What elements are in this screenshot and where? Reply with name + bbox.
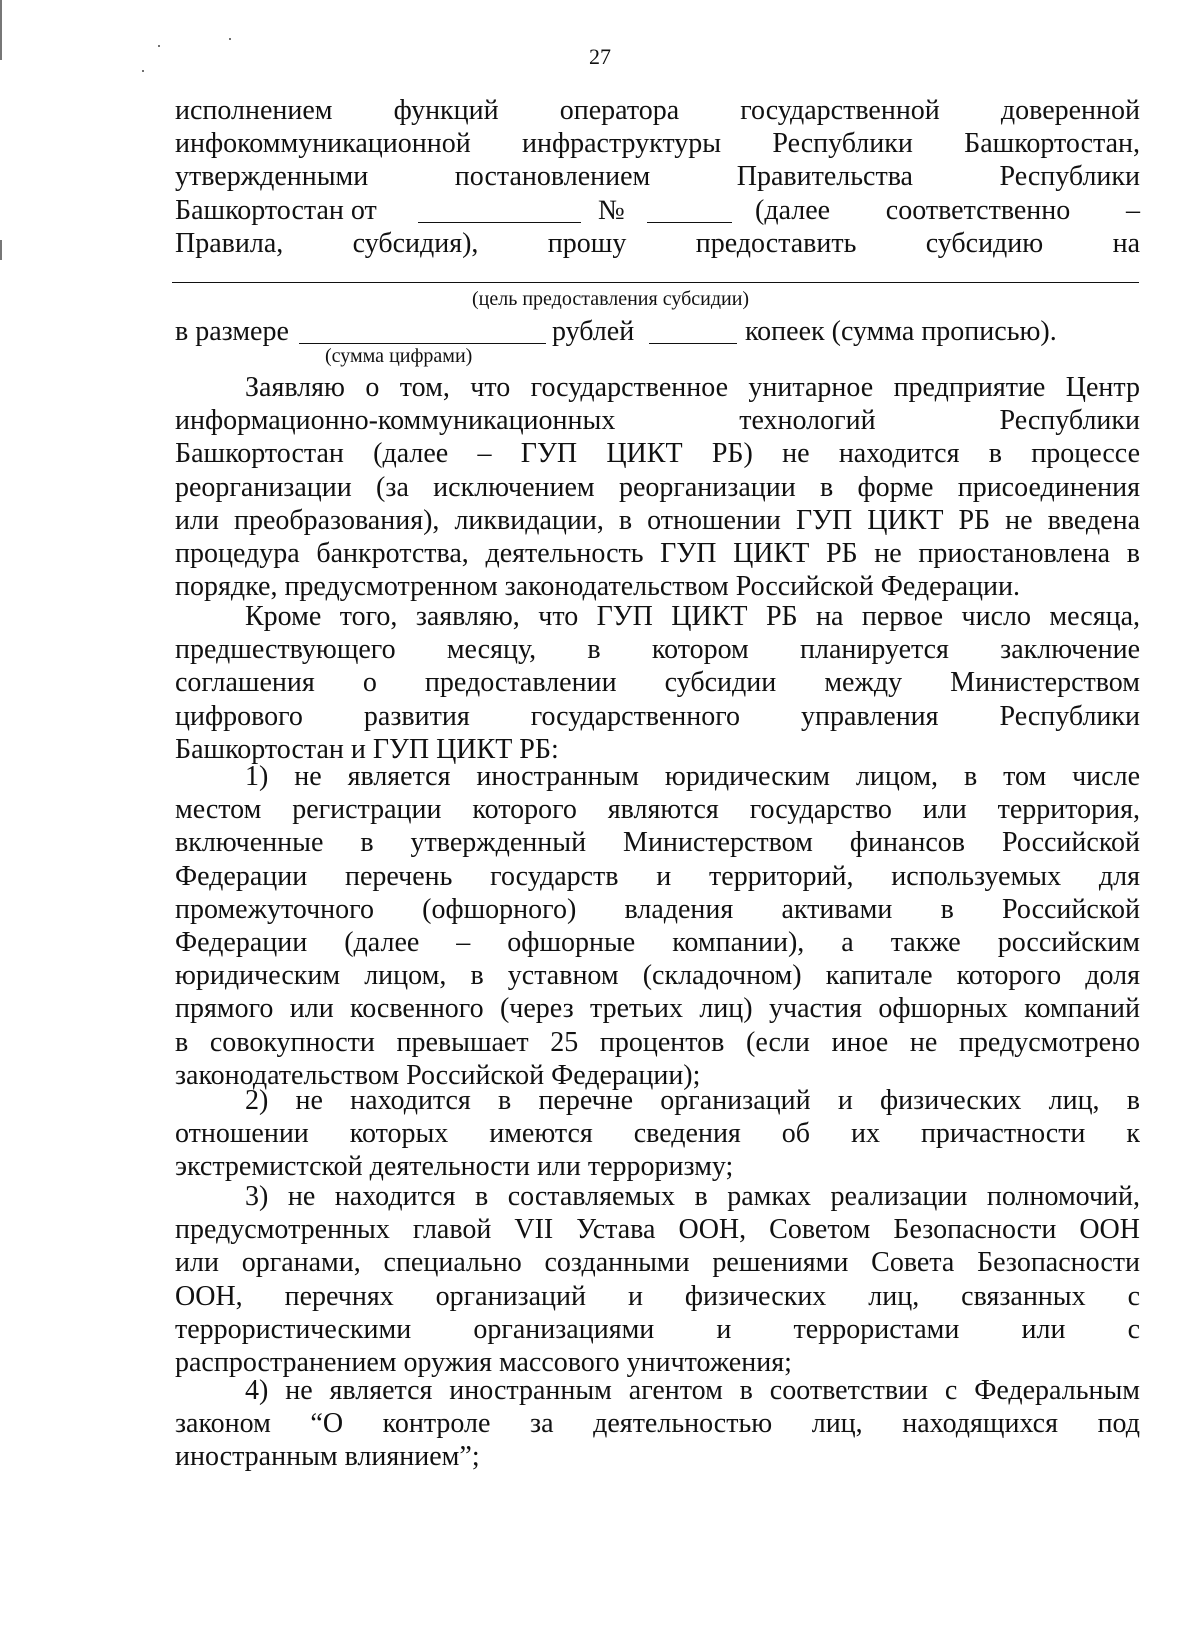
- page-number: 27: [589, 44, 611, 69]
- text-line: предшествующего месяцу, в котором планируется заключение: [175, 634, 1140, 666]
- text-line: или преобразования), ликвидации, в отношении ГУП ЦИКТ РБ не введена: [175, 504, 1140, 536]
- caption-goal: (цель предоставления субсидии): [472, 288, 750, 310]
- number-sign: №: [598, 195, 625, 226]
- text-line: 1) не является иностранным юридическим лицом, в том числе: [245, 761, 1140, 792]
- text-line: включенные в утвержденный Министерством финансов Российской: [175, 827, 1140, 859]
- number-blank[interactable]: [647, 200, 732, 223]
- text-line: реорганизации (за исключением реорганизации в форме присоединения: [175, 471, 1140, 503]
- text-line: законодательством Российской Федерации);: [175, 1059, 701, 1091]
- paragraph-intro-end: [175, 227, 1140, 260]
- scan-speck: [229, 38, 231, 40]
- text-fragment: в размере: [175, 316, 289, 347]
- caption-sum: (сумма цифрами): [325, 345, 473, 367]
- text-line: предусмотренных главой VII Устава ООН, Советом Безопасности ООН: [175, 1214, 1140, 1246]
- list-item-4: [175, 1374, 1140, 1474]
- list-item-2: [175, 1084, 1140, 1184]
- kopecks-blank[interactable]: [649, 321, 737, 344]
- text-line: Заявляю о том, что государственное унитарное предприятие Центр: [245, 372, 1140, 403]
- paragraph-declaration: [175, 371, 1140, 603]
- text-line: экстремистской деятельности или терроризму;: [175, 1151, 734, 1183]
- text-line: Башкортостан (далее – ГУП ЦИКТ РБ) не находится в процессе: [175, 438, 1140, 470]
- text-fragment: рублей: [552, 316, 635, 347]
- text-line: промежуточного (офшорного) владения активами в Российской: [175, 893, 1140, 925]
- scan-speck: [142, 70, 144, 72]
- text-line: цифрового развития государственного управления Республики: [175, 700, 1140, 732]
- text-line: или органами, специально созданными решениями Совета Безопасности: [175, 1247, 1140, 1279]
- text-fragment: (далее соответственно –: [755, 195, 1140, 226]
- goal-blank-line[interactable]: [172, 282, 1139, 283]
- text-fragment: копеек (сумма прописью).: [745, 316, 1057, 347]
- text-line: террористическими организациями и террористами или с: [175, 1313, 1140, 1345]
- text-line: Башкортостан и ГУП ЦИКТ РБ:: [175, 733, 559, 765]
- text-line: ООН, перечнях организаций и физических лиц, связанных с: [175, 1280, 1140, 1312]
- text-line: отношении которых имеются сведения об их причастности к: [175, 1118, 1140, 1150]
- text-line: 4) не является иностранным агентом в соответствии с Федеральным: [245, 1375, 1140, 1406]
- text-line: исполнением функций оператора государственной доверенной: [175, 95, 1140, 126]
- paragraph-besides: [175, 600, 1140, 766]
- text-line: в совокупности превышает 25 процентов (если иное не предусмотрено: [175, 1026, 1140, 1058]
- sum-digits-blank[interactable]: [299, 321, 546, 344]
- list-item-3: [175, 1180, 1140, 1379]
- text-line: Федерации перечень государств и территорий, используемых для: [175, 860, 1140, 892]
- text-line: 3) не находится в составляемых в рамках реализации полномочий,: [245, 1181, 1140, 1212]
- text-line: законом “О контроле за деятельностью лиц, находящихся под: [175, 1408, 1140, 1440]
- text-line: информационно-коммуникационных технологий Республики: [175, 405, 1140, 437]
- text-line: местом регистрации которого являются государство или территория,: [175, 794, 1140, 826]
- text-line: Кроме того, заявляю, что ГУП ЦИКТ РБ на первое число месяца,: [245, 601, 1140, 632]
- text-line: прямого или косвенного (через третьих лиц) участия офшорных компаний: [175, 993, 1140, 1025]
- text-line: распространением оружия массового уничтожения;: [175, 1347, 792, 1379]
- list-item-1: [175, 760, 1140, 1092]
- paragraph-intro: [175, 94, 1140, 194]
- text-line: Федерации (далее – офшорные компании), а также российским: [175, 927, 1140, 959]
- text-line: юридическим лицом, в уставном (складочном) капитале которого доля: [175, 960, 1140, 992]
- text-fragment: Башкортостан от: [175, 195, 377, 226]
- date-number-line: [175, 194, 1140, 227]
- text-line: 2) не находится в перечне организаций и физических лиц, в: [245, 1085, 1140, 1116]
- text-line: инфокоммуникационной инфраструктуры Республики Башкортостан,: [175, 128, 1140, 160]
- text-line: Правила, субсидия), прошу предоставить субсидию на: [175, 228, 1140, 259]
- text-line: порядке, предусмотренном законодательством Российской Федерации.: [175, 571, 1020, 603]
- date-blank[interactable]: [418, 200, 581, 223]
- text-line: иностранным влиянием”;: [175, 1441, 480, 1473]
- amount-line: [175, 315, 1140, 348]
- scan-edge: [0, 240, 2, 260]
- text-line: процедура банкротства, деятельность ГУП ЦИКТ РБ не приостановлена в: [175, 538, 1140, 570]
- text-line: утвержденными постановлением Правительства Республики: [175, 161, 1140, 193]
- text-line: соглашения о предоставлении субсидии между Министерством: [175, 667, 1140, 699]
